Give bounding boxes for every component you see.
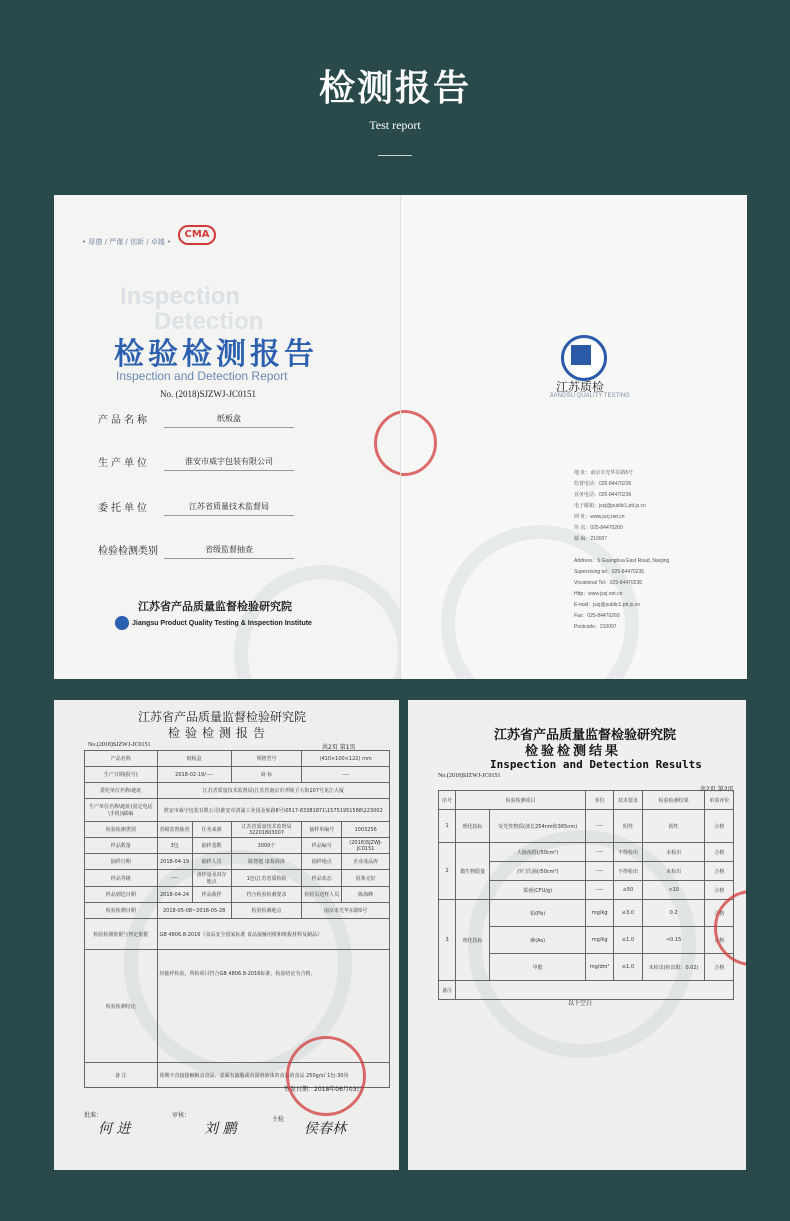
table-cell: ---- [157,870,192,887]
table-cell: 合格 [705,954,734,981]
table-cell: 抽样基数 [192,838,231,854]
table-cell: 预期不直接接触粮食食品、表面有油脂或有湿润液体的食品的食品 250g/㎡ 1包-30块 [157,1063,389,1088]
table-cell: 阴性 [614,810,642,843]
signature: 何 进 [98,1121,131,1137]
table-cell: 江苏省质量技术监督局\江苏省南京市孝陵卫大街107号龙江大厦 [157,783,389,799]
signature: 侯春林 [304,1121,346,1137]
table-cell: 1包\江苏省质检院 [231,870,301,887]
table-row [85,838,390,854]
table-cell: 砷(As) [490,927,586,954]
signature-label: 批准： [84,1112,103,1119]
table-cell: 检验检测类别 [85,822,158,838]
field-value: 纸板盒 [164,413,294,428]
table-cell: mg/kg [586,927,614,954]
table-cell: 检验员送样人员 [302,887,342,903]
table-cell: 不得检出 [614,862,642,881]
contact-line: 业务电话：025-84470236 [574,492,632,498]
table-cell: 纸板盒 [157,751,231,767]
contact-line-en: Supervising tel：025-84470235 [574,569,645,575]
table-cell: 样品收样 [192,887,231,903]
table-cell: ---- [586,881,614,900]
table-cell: 商 标 [231,767,301,783]
table-cell: 甲醛 [490,954,586,981]
table-row [439,900,734,927]
column-header: 检验检测结果 [642,791,705,810]
table-row [85,767,390,783]
results-table [438,790,734,1000]
page-title: 检测报告 [318,67,471,109]
table-cell: 铅(Pb) [490,900,586,927]
report-cover-page [54,195,400,679]
report-number: No. (2018)SJZWJ-JC0151 [160,389,256,399]
report-number: No.(2018)SJZWJ-JC0151 [88,742,151,748]
table-cell: 符合检验检测要求 [231,887,301,903]
title-divider [378,155,412,156]
table-cell: 0.2 [642,900,705,927]
report-number: No.(2018)SJZWJ-JC0151 [438,773,501,779]
table-cell: mg/dm² [586,954,614,981]
contact-line: 监督电话：025-84470235 [574,481,632,487]
signature-label: 审核： [172,1112,191,1119]
field-label: 检验检测类别 [98,546,158,557]
institute-name: 江苏省产品质量监督检验研究院 [138,600,292,613]
table-cell: 规格型号 [231,751,301,767]
field-label: 产品名称 [98,415,150,426]
field-value: 省级监督抽查 [164,544,294,559]
table-cell: 大肠菌群(/50cm²) [490,843,586,862]
field-label: 生产单位 [98,458,150,469]
contact-line-en: Postcode：210007 [574,624,617,630]
table-cell: 检验检测结论 [85,950,158,1063]
table-cell: 合格 [705,900,734,927]
table-cell: 2018-05-08~2018-05-28 [157,903,231,919]
table-cell: 样品到达日期 [85,887,158,903]
table-cell: 合格 [705,810,734,843]
column-header: 单位 [586,791,614,810]
table-cell: 抽样地点 [302,854,342,870]
table-cell: 阴性 [642,810,705,843]
table-row [85,751,390,767]
ghost-text: Detection [154,308,264,335]
report-detail-page [54,700,399,1170]
table-cell: ---- [586,843,614,862]
table-cell: 未检出 [642,843,705,862]
table-cell: 沙门氏菌(/50cm²) [490,862,586,881]
table-row [85,799,390,822]
end-note: 以下空白 [568,1000,593,1007]
table-cell: 省级监督抽查 [157,822,192,838]
table-cell: 检验检测日期 [85,903,158,919]
table-cell: 3000个 [231,838,301,854]
table-cell: <10 [642,881,705,900]
table-cell: 3包 [157,838,192,854]
column-header: 技术要求 [614,791,642,810]
contact-line: 邮 编：210007 [574,536,608,542]
table-cell: 样品编号 [302,838,342,854]
signature-label: 主检 [272,1116,285,1123]
table-row [85,870,390,887]
table-row [85,783,390,799]
table-cell: ---- [586,862,614,881]
table-cell: 陈智超 诸葛海涛 [231,854,301,870]
table-cell: 1003256 [342,822,390,838]
table-row [85,822,390,838]
cover-title: 检验检测报告 [114,337,318,372]
contact-line: 地 址：南京市光华东路5号 [574,470,634,476]
institute-logo-icon [114,615,130,631]
contact-line: 网 址：www.jszj.net.cn [574,514,625,520]
contact-line-en: Address：5 Guanghua East Road, Nanjing [574,558,670,564]
cma-logo-icon: CMA [178,225,216,245]
contact-line: 传 真：025-84470260 [574,525,623,531]
page-number: 共2页 第2页 [700,786,734,793]
table-cell: 1 [439,810,456,843]
table-cell: 合格 [705,881,734,900]
table-cell: 微生物限量 [456,843,490,900]
red-stamp-icon [374,410,400,476]
results-title-en: Inspection and Detection Results [490,758,702,771]
institute-name-en: Jiangsu Product Quality Testing & Inspection Institute [132,620,312,627]
table-cell: ≤50 [614,881,642,900]
table-cell: 抽样单编号 [302,822,342,838]
table-cell: 样品数量 [85,838,158,854]
table-cell: 合格 [705,843,734,862]
table-cell: ≤1.0 [614,927,642,954]
table-cell: 经抽样检验，所检项目符合GB 4806.8-2016标准，检验结论为合格。 [157,950,389,1063]
table-cell: 2018-04-19 [157,854,192,870]
table-row [85,854,390,870]
red-stamp-icon [400,410,437,476]
table-cell: 3 [439,900,456,981]
page-number: 共2页 第1页 [322,744,356,751]
table-cell: 陈海峰 [342,887,390,903]
table-row [439,810,734,843]
table-cell: (410×100×122) mm [302,751,390,767]
table-header-row [439,791,734,810]
page-header [0,0,790,190]
table-row [439,843,734,862]
table-cell: 抽样日期 [85,854,158,870]
table-cell: 合格 [705,862,734,881]
table-cell: 样品状态 [302,870,342,887]
table-cell: (2018)SJZWJ-JC0151 [342,838,390,854]
table-cell: 备样量及封存地点 [192,870,231,887]
table-cell: 备注 [439,981,456,1000]
report-title: 检验检测报告 [168,726,271,740]
table-cell: <0.15 [642,927,705,954]
results-page [408,700,746,1170]
field-value: 江苏省质量技术监督局 [164,501,294,516]
table-cell: 生产单位名称\地址(固定电话\手机)\邮编 [85,799,158,822]
contact-line-en: E-mail：jszj@public1.ptt.js.cn [574,602,640,608]
field-label: 委托单位 [98,503,150,514]
table-cell: ≤1.0 [614,954,642,981]
table-cell: 霉菌(CFU/g) [490,881,586,900]
contact-line-en: Http：www.jszj.net.cn [574,591,623,597]
logo-emblem-icon [571,345,591,365]
field-value: 淮安市威宇包装有限公司 [164,456,294,471]
contact-line: 电子邮箱：jszj@public1.ptt.js.cn [574,503,646,509]
table-row [85,903,390,919]
table-cell: 2018-02-19/---- [157,767,231,783]
table-cell [456,981,734,1000]
signature: 刘 鹏 [204,1121,237,1137]
table-cell: 产品名称 [85,751,158,767]
table-cell: 样品等级 [85,870,158,887]
table-cell: 2 [439,843,456,900]
table-cell: 淮安市威宇包装有限公司\淮安市清浦工业园金象路8号\0517-83381871\15751951588\223002 [157,799,389,822]
table-cell: 未检出(检出限：0.02) [642,954,705,981]
table-cell: 企业成品库 [342,854,390,870]
table-cell: 检验检测依据与判定依据 [85,919,158,950]
table-cell: 理化指标 [456,810,490,843]
institute-name: 江苏省产品质量监督检验研究院 [494,728,677,743]
page-subtitle: Test report [369,118,421,132]
table-cell: 江苏省质量技术监督局 32201803007 [231,822,301,838]
table-row [85,919,390,950]
table-row [85,887,390,903]
ghost-text: Inspection [120,283,241,310]
issue-date: 签发日期：2018年06月03日 [284,1086,363,1093]
results-title: 检验检测结果 [525,744,622,759]
table-row [439,981,734,1000]
table-cell: 任务来源 [192,822,231,838]
cover-title-en: Inspection and Detection Report [116,369,288,383]
table-cell: 合格 [705,927,734,954]
table-cell: 理化指标 [456,900,490,981]
table-cell: 未检出 [642,862,705,881]
report-info-table [84,750,390,1088]
table-cell: 备 注 [85,1063,158,1088]
table-cell: ---- [302,767,390,783]
table-cell: 荧光性物质(波长254nm和365nm) [490,810,586,843]
table-cell: 2018-04-24 [157,887,192,903]
brand-name-en: JIANGSU QUALITY TESTING [549,393,630,399]
cover-slogan: • 厚德 / 严谨 / 创新 / 卓越 • [82,238,172,246]
contact-line-en: Vocational Tel：025-84470236 [574,580,643,586]
table-cell: 南京市光华东路5号 [302,903,390,919]
column-header: 检验检测项目 [456,791,586,810]
column-header: 序号 [439,791,456,810]
table-cell: ---- [586,810,614,843]
table-cell: GB 4806.8-2016《食品安全国家标准 食品接触用纸和纸板材料及制品》 [157,919,389,950]
red-stamp-icon [286,1036,366,1116]
table-cell: 不得检出 [614,843,642,862]
table-cell: 抽样人员 [192,854,231,870]
table-cell: mg/kg [586,900,614,927]
table-cell: 生产日期(批号) [85,767,158,783]
report-back-page [400,195,747,679]
column-header: 单项评价 [705,791,734,810]
table-cell: ≤3.0 [614,900,642,927]
contact-line-en: Fax：025-84470260 [574,613,620,619]
institute-name: 江苏省产品质量监督检验研究院 [138,710,307,724]
table-cell: 检验检测地点 [231,903,301,919]
brand-name: 江苏质检 [556,380,605,394]
table-cell: 封条完好 [342,870,390,887]
table-cell: 委托单位名称\地址 [85,783,158,799]
